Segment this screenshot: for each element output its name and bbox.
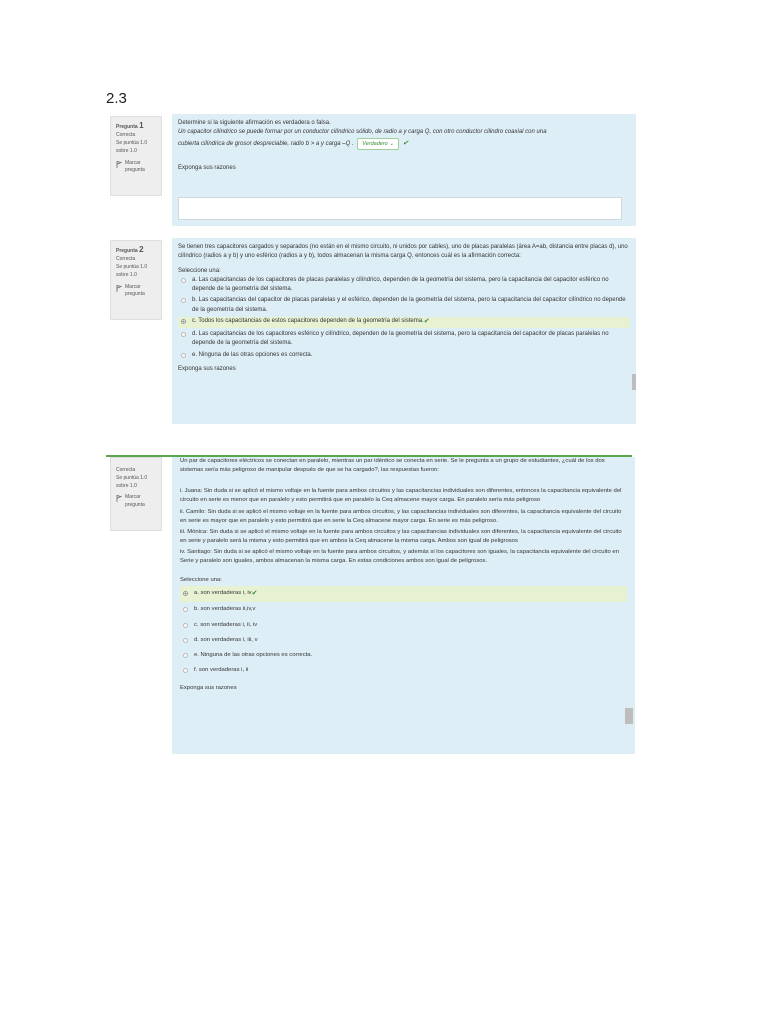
reasons-label: Exponga sus razones: [178, 165, 236, 172]
question-1-content: Determine si la siguiente afirmación es verdadera o falsa. Un capacitor cilíndrico se puede formar por un conductor cilíndrico sólido, de radio a y carga Q, con otro conductor cilindro coaxial con una cubierta cilíndrica de grosor despreciable, radio b > a y carga –Q . Verdadero ⌄ ✔ Exponga sus razones: [172, 114, 636, 226]
radio-button[interactable]: [181, 353, 186, 358]
option-d[interactable]: d. Las capacitancias de los capacitores esférico y cilíndrico, dependen de la geometría del sistema, pero la capacitancia del capacitor de placas paralelas no depende de la geometría del sistema.: [178, 330, 630, 349]
option-c[interactable]: c. son verdaderas i, ii, iv: [180, 618, 627, 633]
question-2-content: [172, 238, 636, 424]
flag-question-link[interactable]: Marcar pregunta: [116, 494, 156, 510]
option-b[interactable]: b. son verdaderas ii,iv,v: [180, 602, 627, 617]
option-b[interactable]: b. Las capacitancias del capacitor de placas paralelas y el esférico, dependen de la geometría del sistema, pero la capacitancia del capacitor cilíndrico no depende de la geometría del sistema.: [178, 296, 630, 315]
question-score: Se puntúa 1.0 sobre 1.0: [116, 140, 148, 154]
flag-icon: [116, 285, 122, 292]
question-score: Se puntúa 1.0 sobre 1.0: [116, 474, 148, 489]
question-1-statement: Un capacitor cilíndrico se puede formar por un conductor cilíndrico sólido, de radio a y carga Q, con otro conductor cilindro coaxial con una: [178, 129, 547, 136]
option-a[interactable]: a. son verdaderas i, iv ✔: [180, 586, 627, 603]
flag-icon: [116, 161, 122, 168]
radio-button[interactable]: [183, 638, 188, 643]
select-one-label: Seleccione una:: [178, 267, 221, 274]
question-status: Correcta: [116, 467, 136, 473]
statement-iv: iv. Santiago: Sin duda si se aplicó el mismo voltaje en la fuente para ambos circuitos, y además si los capacitores son iguales, la capacitancia equivalente del circuito en Serie y paralelo son iguales, ambos almacenan la misma carga. En estas condiciones ambos son igual de peligrosos.: [180, 549, 619, 565]
chevron-down-icon: ⌄: [389, 140, 394, 147]
radio-button[interactable]: [183, 653, 188, 658]
question-score: Se puntúa 1.0 sobre 1.0: [116, 264, 148, 278]
statement-iii: iii. Mónica: Sin duda si se aplicó el mismo voltaje en la fuente para ambos circuitos y las capacitancias individuales son diferentes, la capacitancia equivalente del circuito en serie y paralelo será la misma y esto permitirá que en ambos la Ceq almacene la misma carga. Ambos son igual de peligrosos: [180, 528, 622, 544]
check-icon: ✔: [251, 589, 258, 597]
select-one-label: Seleccione una:: [180, 577, 222, 584]
question-1-info: [110, 116, 162, 196]
radio-button-selected[interactable]: [181, 319, 186, 324]
radio-button[interactable]: [183, 668, 188, 673]
radio-button-selected[interactable]: [183, 591, 188, 596]
question-1-intro: Determine si la siguiente afirmación es verdadera o falsa.: [178, 120, 331, 126]
question-2-text: Se tienen tres capacitores cargados y separados (no están en el mismo circuito, ni unidos por cables), uno de placas paralelas (área A=ab, distancia entre placas d), uno cilíndrico (radios a y b) y uno esférico (radios a y b), todos almacenan la misma carga Q, entonces cuál es la afirmación correcta:: [178, 244, 628, 260]
flag-question-link[interactable]: Marcar pregunta: [116, 284, 156, 300]
flag-question-link[interactable]: Marcar pregunta: [116, 160, 156, 176]
statement-ii: ii. Camilo: Sin duda si se aplicó el mismo voltaje en la fuente para ambos circuitos, y las capacitancias individuales son diferentes, la capacitancia equivalente del circuito en serie es mayor que en paralelo y esto permitirá que en serie la Ceq almacene mayor carga. En serie es más peligroso.: [180, 508, 622, 524]
page-heading: 2.3: [106, 90, 127, 107]
scrollbar-thumb[interactable]: [632, 374, 636, 390]
option-c[interactable]: c. Todos los capacitancias de estos capacitores dependen de la geometría del sistema. ✔: [178, 317, 630, 328]
radio-button[interactable]: [183, 623, 188, 628]
option-e[interactable]: e. Ninguna de las otras opciones es correcta.: [178, 351, 630, 360]
question-3-content: [172, 457, 635, 754]
option-d[interactable]: d. son verdaderas i, iii, v: [180, 633, 627, 648]
radio-button[interactable]: [183, 607, 188, 612]
reasons-label: Exponga sus razones: [178, 365, 236, 372]
question-number: Pregunta 2: [116, 245, 144, 254]
check-icon: ✔: [423, 318, 430, 326]
flag-icon: [116, 495, 122, 502]
question-number: Pregunta 1: [116, 121, 144, 130]
scrollbar-thumb[interactable]: [625, 708, 633, 724]
option-a[interactable]: a. Las capacitancias de los capacitores de placas paralelas y cilíndrico, dependen de la geometría del sistema, pero la capacitancia del capacitor esférico no depende de la geometría del sistema.: [178, 276, 630, 295]
question-status: Correcta: [116, 132, 136, 139]
statement-i: i. Juana: Sin duda si se aplicó el mismo voltaje en la fuente para ambos circuitos y las capacitancias individuales son diferentes, entonces la capacitancia equivalente del circuito en serie es menor que en paralelo y esto permitirá que en paralelo la Ceq almacene mayor carga. En paralelo sería más peligroso: [180, 488, 622, 504]
option-e[interactable]: e. Ninguna de las otras opciones es correcta.: [180, 648, 627, 663]
check-icon: ✔: [402, 139, 409, 147]
question-1-reasons-input[interactable]: [178, 197, 622, 220]
question-2-info: [110, 240, 162, 320]
true-false-select[interactable]: Verdadero ⌄: [357, 138, 399, 151]
radio-button[interactable]: [181, 298, 186, 303]
question-3-info: [110, 457, 162, 531]
radio-button[interactable]: [181, 278, 186, 283]
radio-button[interactable]: [181, 332, 186, 337]
reasons-label: Exponga sus razones: [180, 685, 237, 692]
question-3-intro: Un par de capacitores eléctricos se conectan en paralelo, mientras un par idéntico se conecta en serie. Se le pregunta a un grupo de estudiantes, ¿cuál de los dos sistemas sería más peligroso de manipular después de que se ha cargado?, las respuestas fueron:: [180, 458, 605, 474]
question-status: Correcta: [116, 256, 136, 263]
option-f[interactable]: f. son verdaderas i, ii: [180, 663, 627, 678]
